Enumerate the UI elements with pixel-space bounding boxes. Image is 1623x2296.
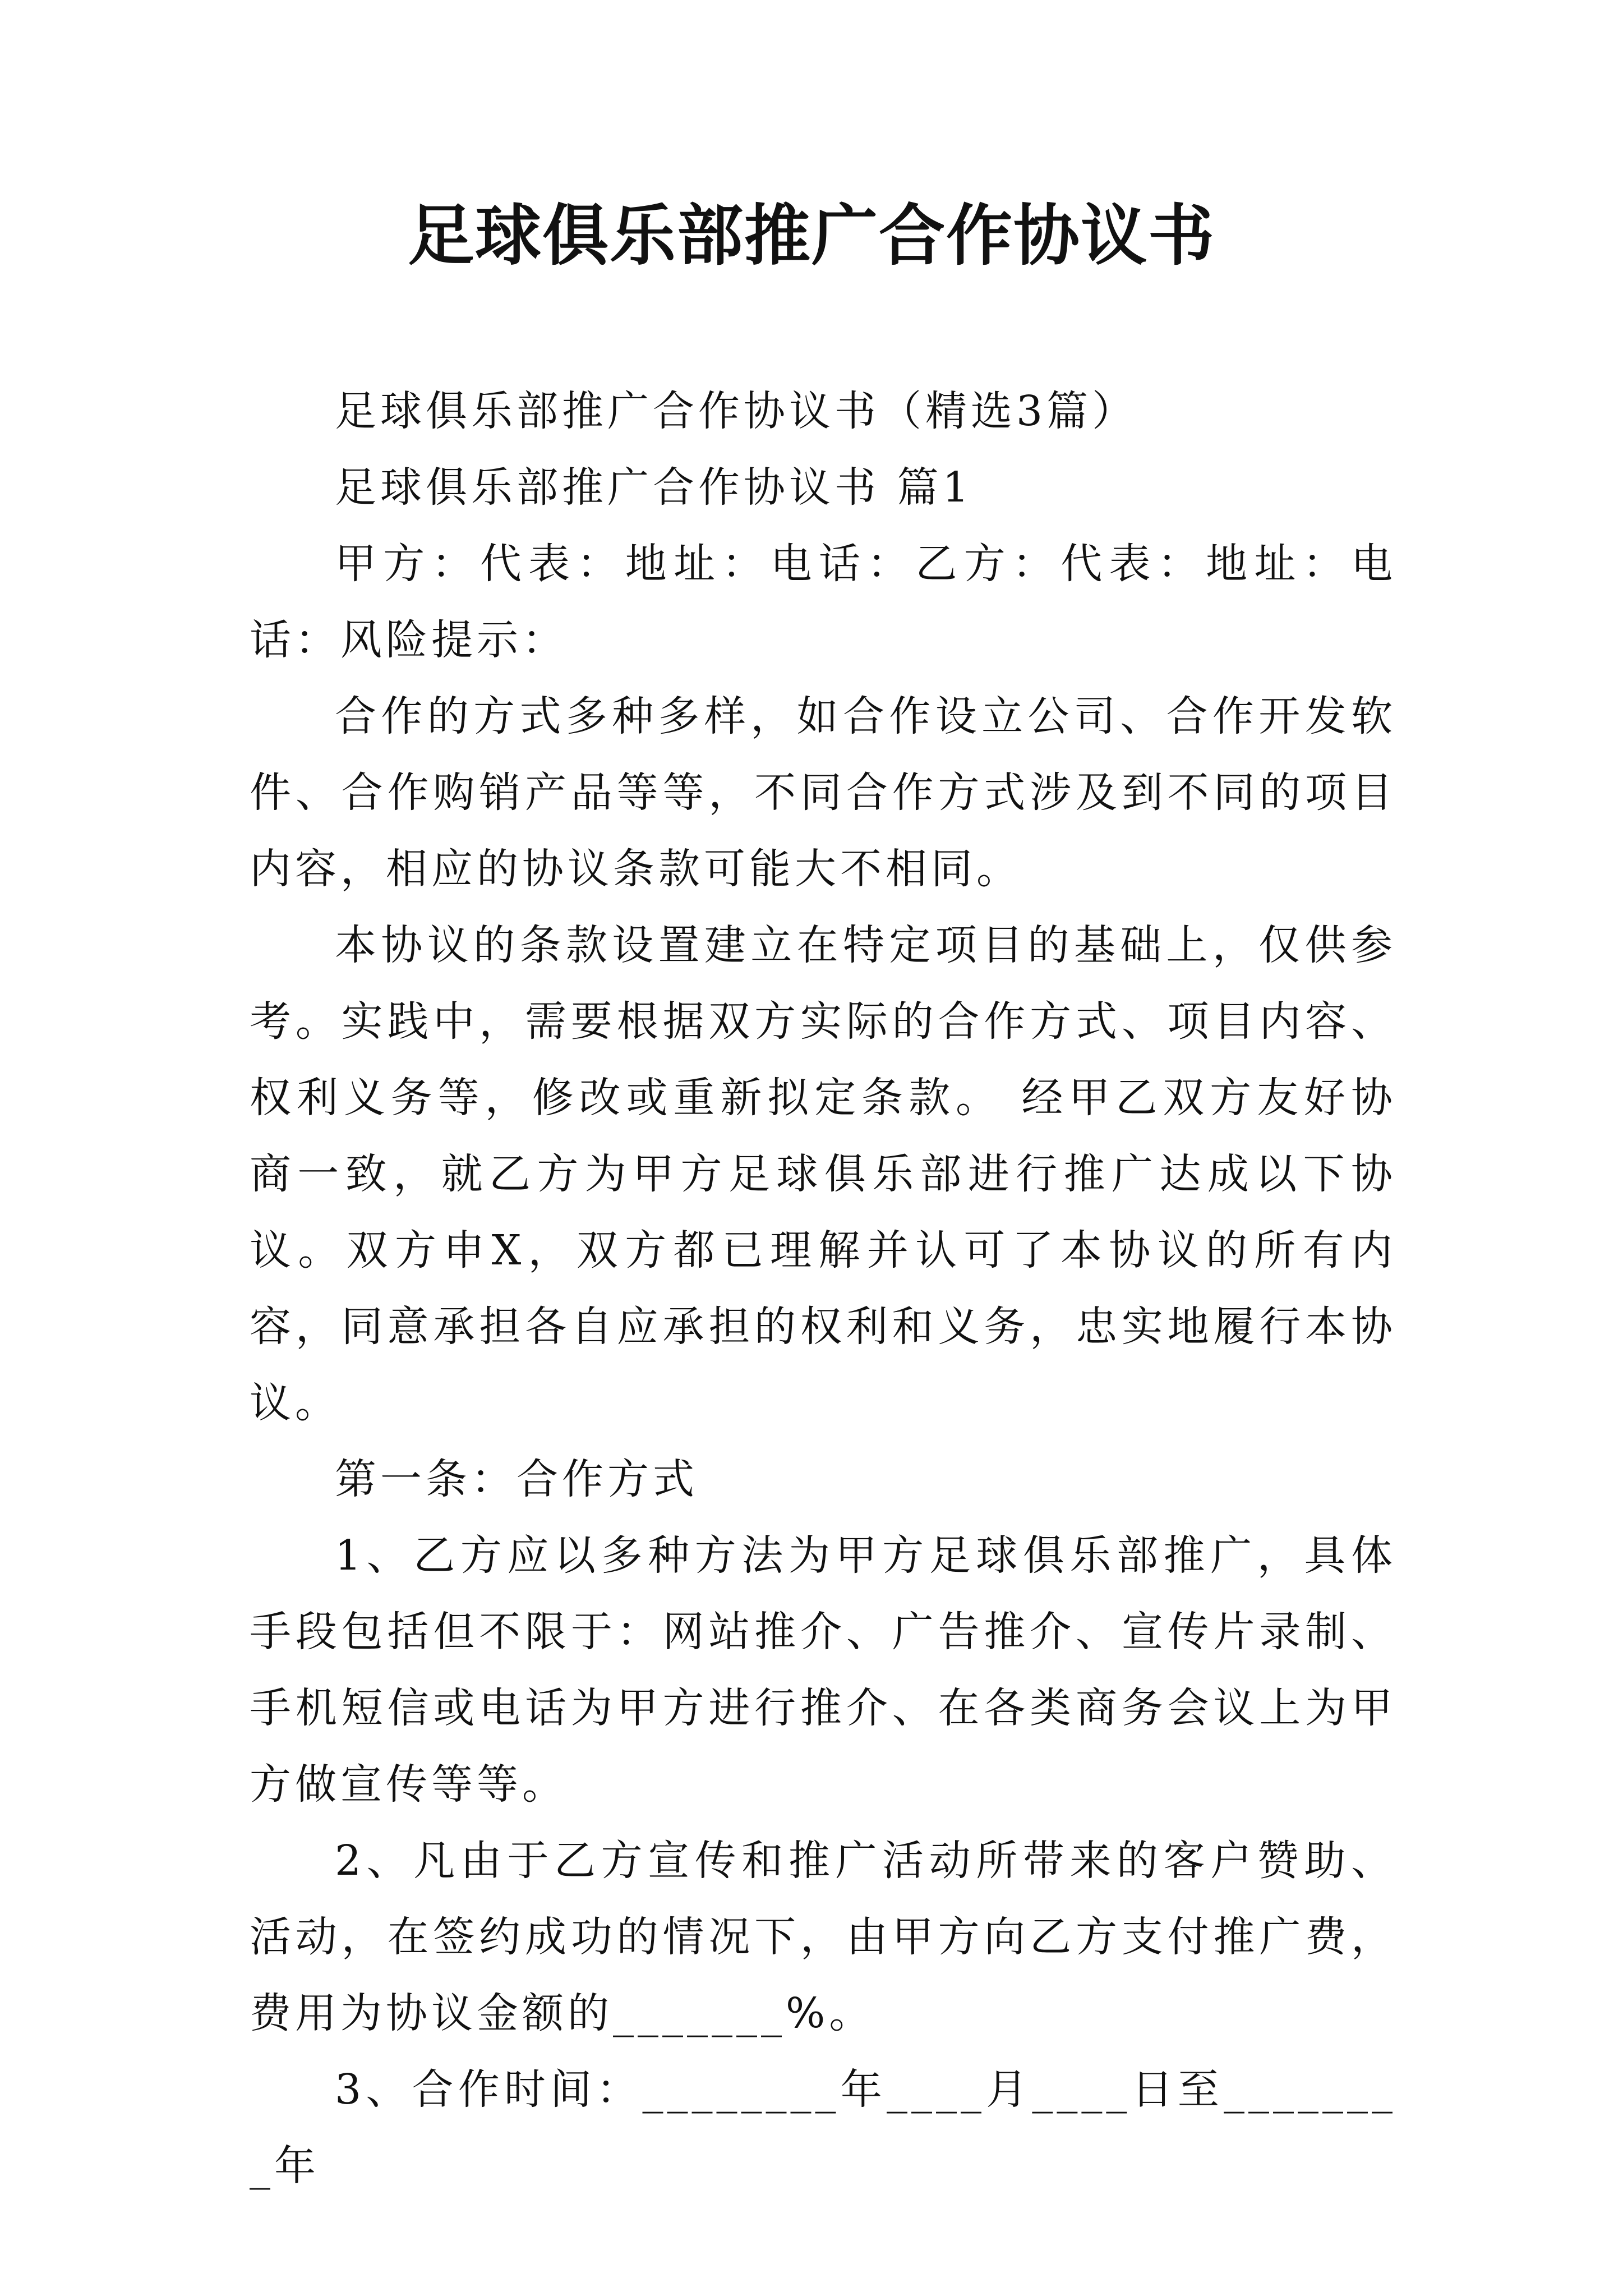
paragraph-clause-3: 3、合作时间：________年____月____日至________年 — [250, 2065, 1396, 2190]
paragraph-clause-2: 2、凡由于乙方宣传和推广活动所带来的客户赞助、活动，在签约成功的情况下，由甲方向乙方支付推广费，费用为协议金额的_______%。 — [250, 1837, 1396, 2037]
paragraph-risk-note-1: 合作的方式多种多样，如合作设立公司、合作开发软件、合作购销产品等等，不同合作方式涉及到不同的项目内容，相应的协议条款可能大不相同。 — [250, 692, 1396, 893]
document-body — [250, 373, 1396, 2204]
paragraph-section-heading: 足球俱乐部推广合作协议书 篇1 — [335, 463, 973, 512]
document-title: 足球俱乐部推广合作协议书 — [407, 197, 1215, 274]
paragraph-risk-note-2: 本协议的条款设置建立在特定项目的基础上，仅供参考。实践中，需要根据双方实际的合作方式、项目内容、权利义务等，修改或重新拟定条款。 经甲乙双方友好协商一致，就乙方为甲方足球俱乐部进行推广达成以下协议。双方申X，双方都已理解并认可了本协议的所有内容，同意承担各自应承担的权利和义务，忠实地履行本协议。 — [250, 921, 1396, 1427]
paragraph-clause-1: 1、乙方应以多种方法为甲方足球俱乐部推广，具体手段包括但不限于：网站推介、广告推介、宣传片录制、手机短信或电话为甲方进行推介、在各类商务会议上为甲方做宣传等等。 — [250, 1531, 1396, 1809]
paragraph-article-1-heading: 第一条：合作方式 — [335, 1455, 698, 1503]
paragraph-subtitle: 足球俱乐部推广合作协议书（精选3篇） — [335, 387, 1138, 435]
paragraph-parties: 甲方：代表：地址：电话：乙方：代表：地址：电话：风险提示： — [250, 540, 1396, 664]
